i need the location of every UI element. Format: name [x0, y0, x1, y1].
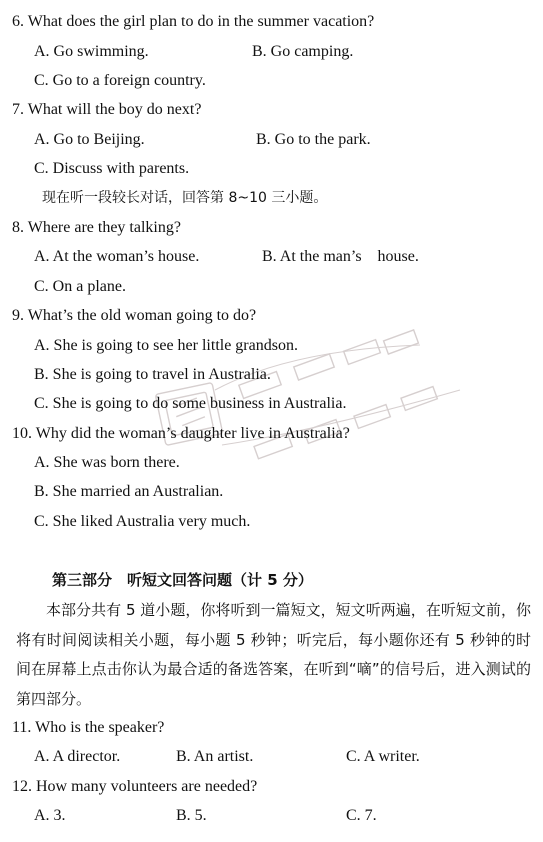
option-c: C. She liked Australia very much.: [34, 513, 251, 530]
section-instruction: 现在听一段较长对话，回答第 8~10 三小题。: [42, 190, 328, 206]
question-stem: 6. What does the girl plan to do in the summer vacation?: [12, 13, 375, 30]
option-c: C. She is going to do some business in Australia.: [34, 395, 347, 412]
option-a: A. A director.: [34, 748, 121, 765]
question-stem: 9. What’s the old woman going to do?: [12, 307, 257, 324]
option-a: A. She is going to see her little grandson.: [34, 337, 298, 354]
question-stem: 7. What will the boy do next?: [12, 101, 202, 118]
option-b: B. Go to the park.: [256, 131, 371, 148]
option-a: A. At the woman’s house.: [34, 248, 200, 265]
question-stem: 8. Where are they talking?: [12, 219, 181, 236]
option-c: C. Go to a foreign country.: [34, 72, 206, 89]
option-a: A. Go to Beijing.: [34, 131, 145, 148]
option-c: C. 7.: [346, 807, 377, 824]
option-b: B. She is going to travel in Australia.: [34, 366, 271, 383]
option-c: C. On a plane.: [34, 278, 126, 295]
question-stem: 12. How many volunteers are needed?: [12, 778, 258, 795]
option-b: B. Go camping.: [252, 43, 354, 60]
section-instructions: 本部分共有 5 道小题，你将听到一篇短文，短文听两遍，在听短文前，你将有时间阅读相关小题，每小题 5 秒钟；听完后，每小题你还有 5 秒钟的时间在屏幕上点击你认为最合适的备选答案，在听到“嘀”的信号后，进入测试的第四部分。: [16, 601, 531, 708]
section-heading: 第三部分 听短文回答问题（计 5 分）: [52, 571, 313, 589]
option-a: A. 3.: [34, 807, 66, 824]
question-stem: 11. Who is the speaker?: [12, 719, 165, 736]
option-b: B. 5.: [176, 807, 207, 824]
option-b: B. At the man’s house.: [262, 248, 419, 265]
option-b: B. An artist.: [176, 748, 254, 765]
question-stem: 10. Why did the woman’s daughter live in Australia?: [12, 425, 350, 442]
option-c: C. Discuss with parents.: [34, 160, 190, 177]
option-c: C. A writer.: [346, 748, 420, 765]
option-a: A. Go swimming.: [34, 43, 149, 60]
option-b: B. She married an Australian.: [34, 483, 224, 500]
option-a: A. She was born there.: [34, 454, 180, 471]
